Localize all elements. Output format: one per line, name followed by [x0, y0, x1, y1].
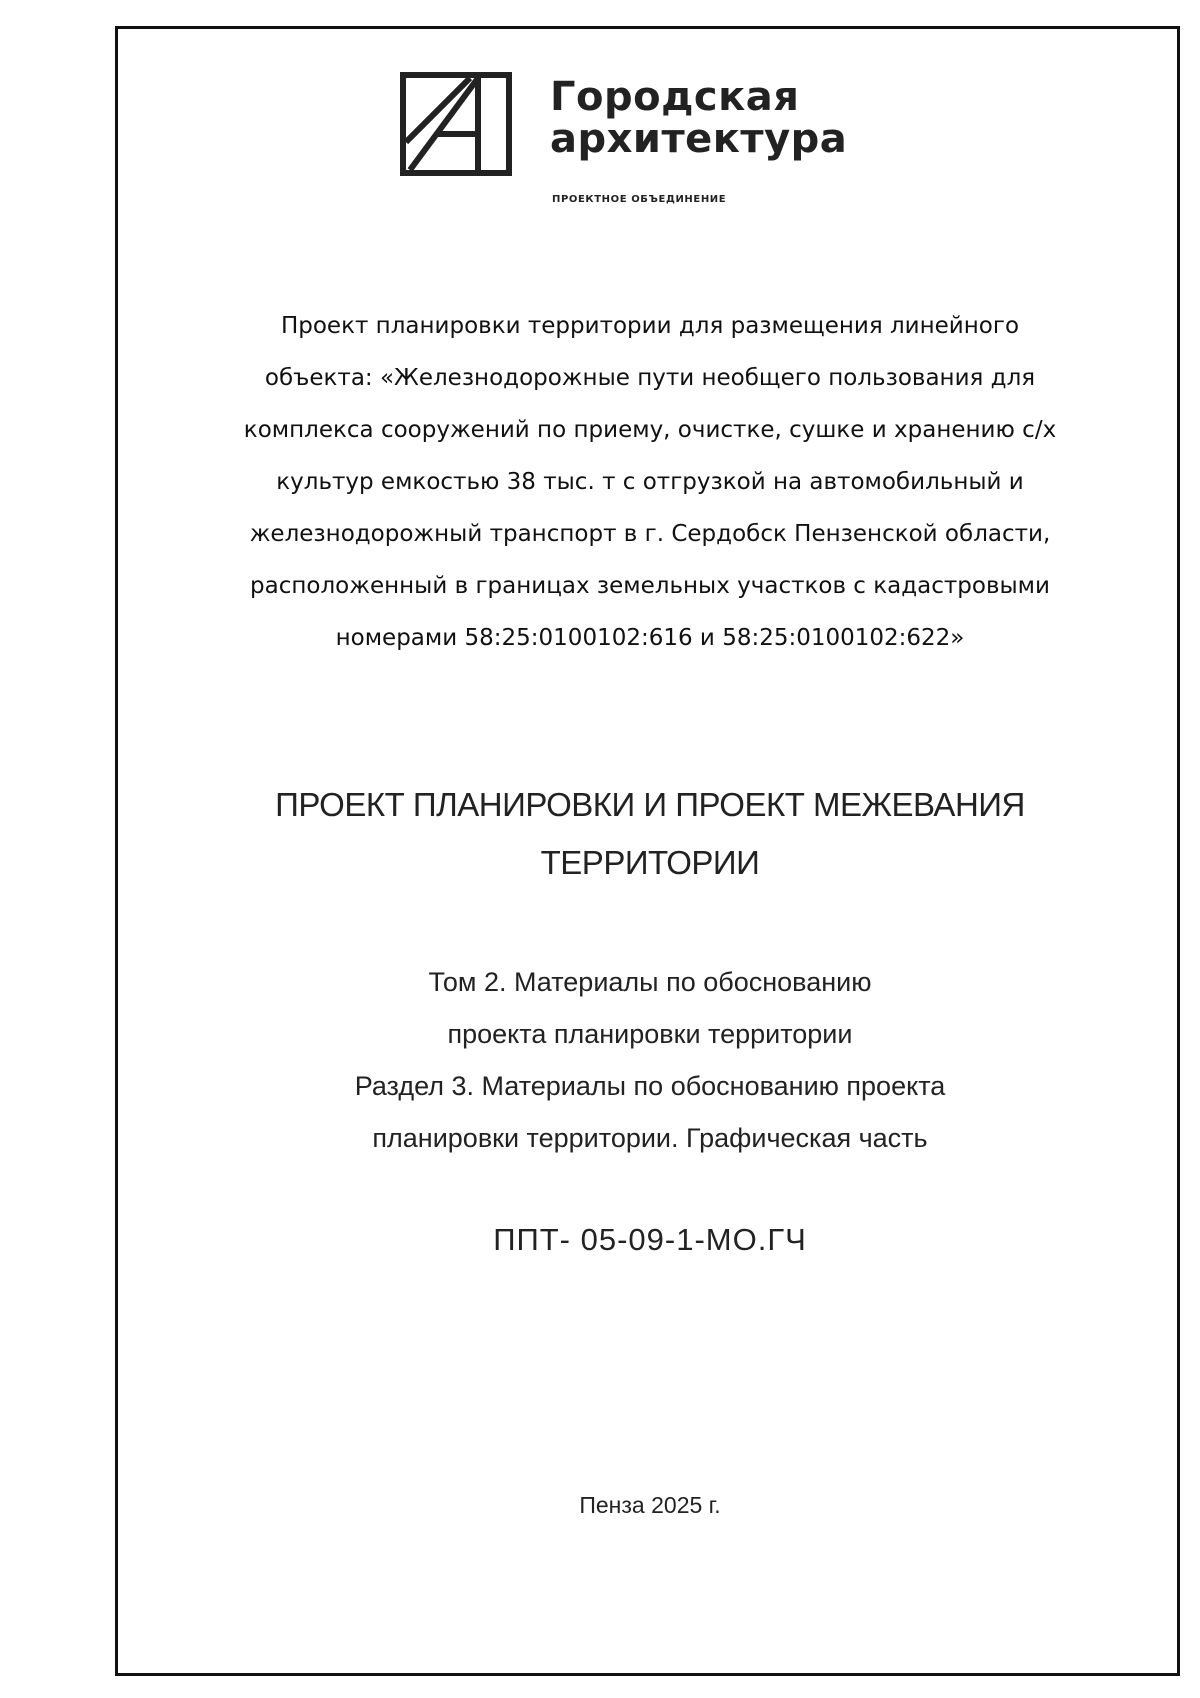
logo-name-line-1: Городская: [550, 74, 800, 120]
volume-line: проекта планировки территории: [447, 1019, 853, 1049]
project-title-line: комплекса сооружений по приему, очистке, сушке и хранению с/х: [243, 417, 1057, 443]
project-title-line: Проект планировки территории для размещения линейного: [280, 313, 1020, 339]
project-title-line: культур емкостью 38 тыс. т с отгрузкой на автомобильный и: [276, 469, 1024, 495]
logo-name: [550, 76, 847, 160]
volume-line: Том 2. Материалы по обоснованию: [428, 967, 872, 997]
volume-section: [120, 956, 1180, 1164]
document-heading-line-2: ТЕРРИТОРИИ: [540, 844, 760, 881]
city-year: Пенза 2025 г.: [579, 1492, 721, 1518]
document-heading: [120, 776, 1180, 892]
logo-mark-icon: [400, 72, 512, 176]
logo-subtitle: ПРОЕКТНОЕ ОБЪЕДИНЕНИЕ: [552, 194, 727, 205]
project-title-line: расположенный в границах земельных участков с кадастровыми: [250, 573, 1050, 599]
company-logo: [400, 72, 880, 212]
project-title-line: железнодорожный транспорт в г. Сердобск Пензенской области,: [249, 521, 1051, 547]
project-title: [120, 300, 1180, 664]
project-title-line: объекта: «Железнодорожные пути необщего пользования для: [264, 365, 1036, 391]
project-title-line: номерами 58:25:0100102:616 и 58:25:0100102:622»: [335, 625, 965, 651]
document-heading-line-1: ПРОЕКТ ПЛАНИРОВКИ И ПРОЕКТ МЕЖЕВАНИЯ: [275, 786, 1025, 823]
volume-line: Раздел 3. Материалы по обоснованию проекта: [354, 1071, 946, 1101]
volume-line: планировки территории. Графическая часть: [372, 1123, 928, 1153]
logo-name-line-2: архитектура: [550, 116, 848, 162]
document-code: ППТ- 05-09-1-МО.ГЧ: [493, 1222, 807, 1257]
